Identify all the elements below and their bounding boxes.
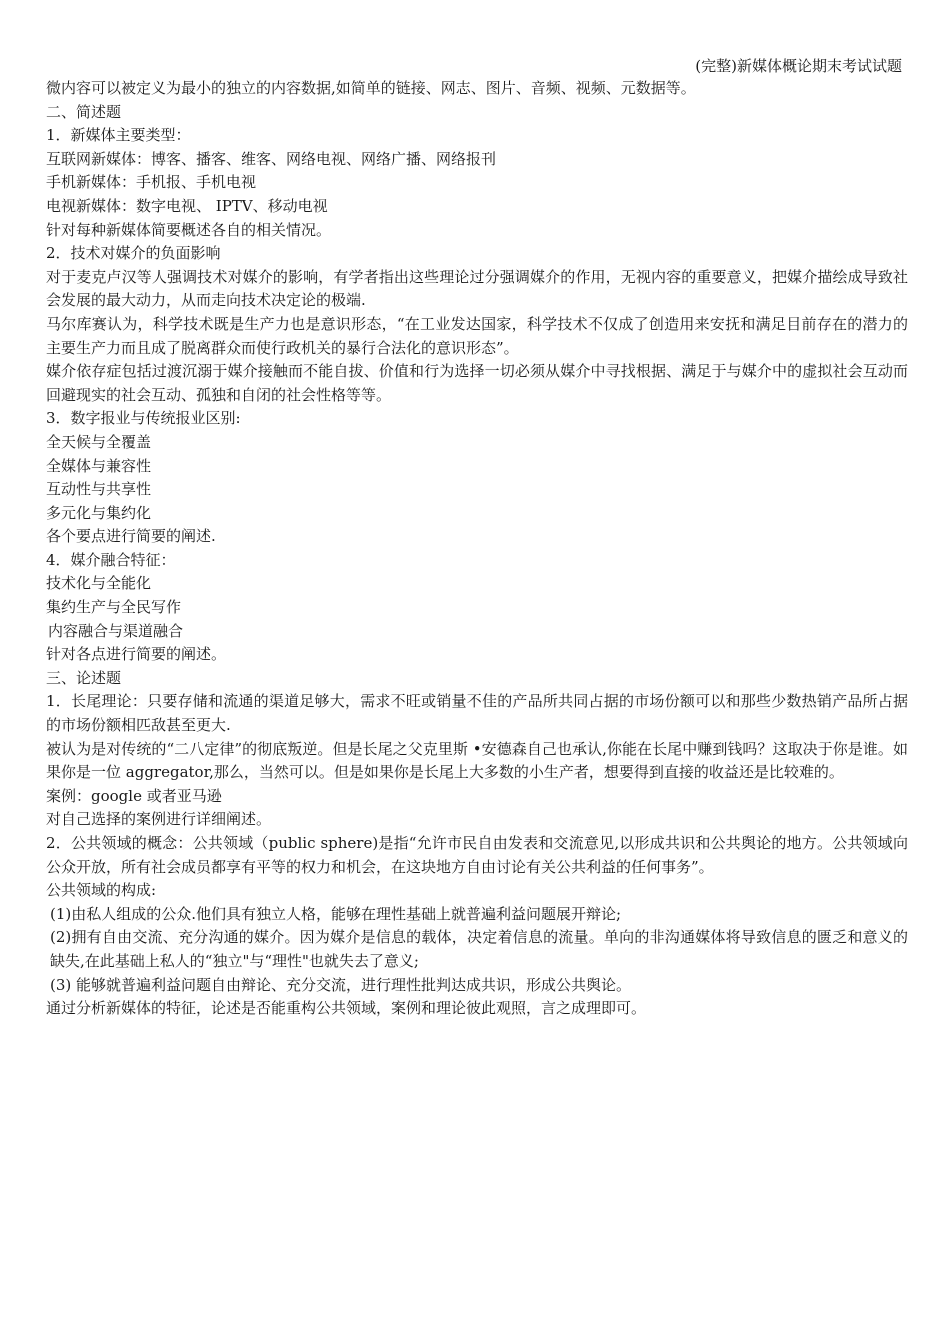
- list-item: (3) 能够就普遍利益问题自由辩论、充分交流，进行理性批判达成共识，形成公共舆论。: [50, 975, 632, 994]
- document-body: [46, 77, 908, 1021]
- new-media-type-mobile: 手机新媒体：手机报、手机电视: [46, 173, 257, 192]
- list-item: 全天候与全覆盖: [46, 432, 152, 451]
- essay-2-public-sphere: 2．公共领域的概念：公共领域（public sphere)是指“允许市民自由发表和交流意见,以形成共识和公共舆论的地方。公共领域向公众开放，所有社会成员都享有平等的权力和机会，在这块地方自由讨论有关公共利益的任何事务”。: [46, 834, 908, 876]
- list-item: 全媒体与兼容性: [46, 456, 152, 475]
- essay-1-long-tail: 1．长尾理论：只要存储和流通的渠道足够大，需求不旺或销量不佳的产品所共同占据的市场份额可以和那些少数热销产品所占据的市场份额相匹敌甚至更大.: [46, 692, 908, 735]
- list-item: 内容融合与渠道融合: [48, 621, 184, 640]
- list-item: 集约生产与全民写作: [46, 598, 182, 617]
- list-item: 技术化与全能化: [46, 574, 152, 593]
- essay-2-note: 通过分析新媒体的特征，论述是否能重构公共领域，案例和理论彼此观照，言之成理即可。: [46, 999, 647, 1018]
- question-1-note: 针对每种新媒体简要概述各自的相关情况。: [46, 220, 332, 239]
- paragraph-case: 案例：google 或者亚马逊: [46, 786, 222, 805]
- new-media-type-tv: 电视新媒体：数字电视、 IPTV、移动电视: [46, 196, 328, 215]
- section-heading-essay: 三、论述题: [46, 668, 122, 687]
- question-4-heading: 4．媒介融合特征：: [46, 550, 176, 569]
- question-2-heading: 2．技术对媒介的负面影响: [46, 244, 221, 263]
- paragraph-case-note: 对自己选择的案例进行详细阐述。: [46, 810, 272, 829]
- micro-content-definition: 微内容可以被定义为最小的独立的内容数据,如简单的链接、网志、图片、音频、视频、元数据等。: [46, 79, 696, 97]
- list-item: (2)拥有自由交流、充分沟通的媒介。因为媒介是信息的载体，决定着信息的流量。单向的非沟通媒体将导致信息的匮乏和意义的缺失,在此基础上私人的“独立"与“理性"也就失去了意义;: [50, 928, 908, 970]
- list-item: (1)由私人组成的公众.他们具有独立人格，能够在理性基础上就普遍利益问题展开辩论;: [50, 904, 622, 923]
- public-sphere-composition-heading: 公共领域的构成:: [46, 881, 157, 900]
- paragraph-long-tail-discussion: 被认为是对传统的“二八定律”的彻底叛逆。但是长尾之父克里斯 •安德森自己也承认,你能在长尾中赚到钱吗？这取决于你是谁。如果你是一位 aggregator,那么，当然可以。但是如果你是长尾上大多数的小生产者，想要得到直接的收益还是比较难的。: [46, 739, 908, 782]
- paragraph-media-dependency: 媒介依存症包括过渡沉溺于媒介接触而不能自拔、价值和行为选择一切必须从媒介中寻找根据、满足于与媒介中的虚拟社会互动而回避现实的社会互动、孤独和自闭的社会性格等等。: [46, 362, 908, 404]
- page-header-title: (完整)新媒体概论期末考试试题: [695, 57, 902, 75]
- question-1-heading: 1．新媒体主要类型：: [46, 126, 191, 145]
- section-heading-short-answer: 二、简述题: [46, 102, 122, 121]
- question-3-note: 各个要点进行简要的阐述.: [46, 527, 216, 546]
- question-4-note: 针对各点进行简要的阐述。: [46, 645, 227, 664]
- list-item: 互动性与共享性: [46, 480, 152, 499]
- new-media-type-internet: 互联网新媒体：博客、播客、维客、网络电视、网络广播、网络报刊: [46, 149, 497, 168]
- question-3-heading: 3．数字报业与传统报业区别:: [46, 409, 241, 428]
- paragraph-marcuse: 马尔库赛认为，科学技术既是生产力也是意识形态，“在工业发达国家，科学技术不仅成了创造用来安抚和满足目前存在的潜力的主要生产力而且成了脱离群众而使行政机关的暴行合法化的意识形态”。: [46, 314, 908, 357]
- paragraph-mcluhan: 对于麦克卢汉等人强调技术对媒介的影响，有学者指出这些理论过分强调媒介的作用，无视内容的重要意义，把媒介描绘成导致社会发展的最大动力，从而走向技术决定论的极端.: [46, 267, 908, 310]
- list-item: 多元化与集约化: [46, 503, 152, 522]
